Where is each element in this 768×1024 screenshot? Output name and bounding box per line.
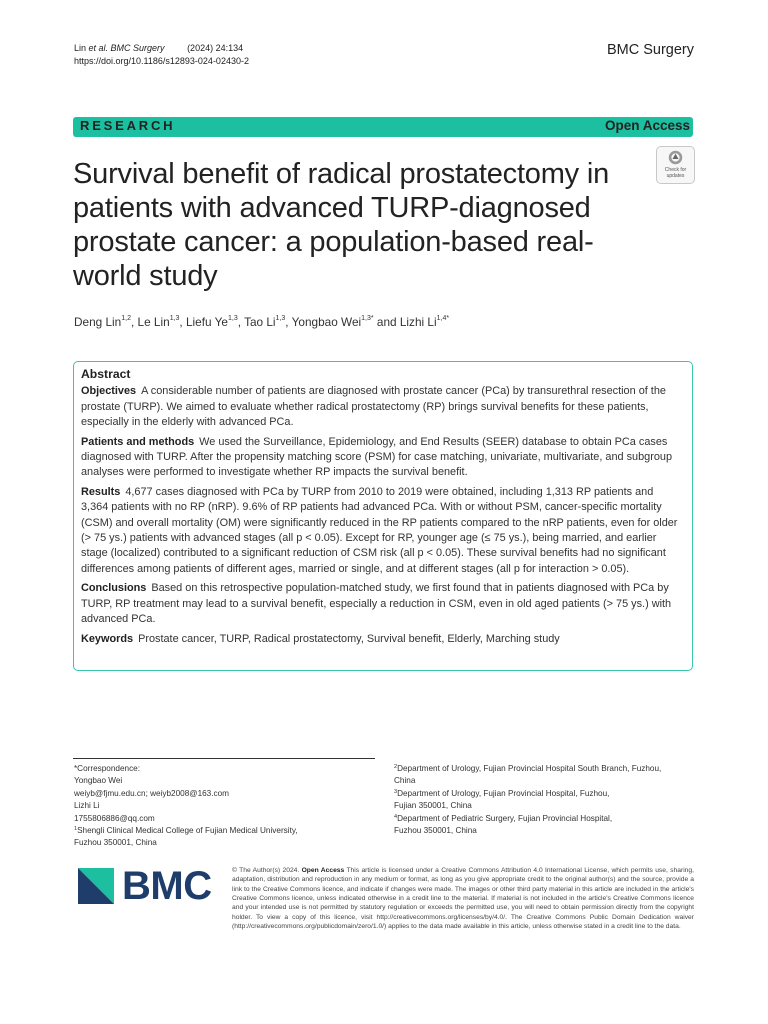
author-separator: ,: [285, 315, 292, 329]
citation-header: [74, 42, 249, 68]
footnote-text: Fuzhou 350001, China: [394, 826, 477, 836]
footnote-line: [394, 812, 694, 824]
author-name[interactable]: Yongbao Wei: [291, 315, 362, 329]
abstract-section: [81, 485, 681, 577]
footnote-line: [74, 762, 374, 774]
footnote-line: [394, 799, 694, 811]
abstract-content: [81, 367, 681, 651]
footnote-text: Yongbao Wei: [74, 776, 123, 786]
footnote-text: China: [394, 776, 416, 786]
open-access-label: Open Access: [604, 118, 690, 133]
footnote-text: Department of Urology, Fujian Provincial Hospital, Fuzhou,: [397, 788, 610, 798]
author-affiliation-sup: 1,3: [227, 315, 238, 322]
abstract-section-text: 4,677 cases diagnosed with PCa by TURP from 2010 to 2019 were obtained, including 1,313 RP patients and 3,364 patients with no RP (nRP). 9.6% of RP patients had advanced PCa. With or without PSM, cancer-specific mortality (CSM) and overall mortality (OM) were significantly reduced in the RP patients compared to the nRP patients, even for older (> 75 ys.) patients with advanced stages (all p < 0.05). Except for RP, younger age (≤ 75 ys.), being married, and earlier stage (localized) contributed to a significant reduction of CSM risk (all p < 0.05). These survival benefits had no significant differences among patients of different ages, married or single, and at different stages (all p for interaction > 0.05).: [81, 485, 678, 575]
author-name[interactable]: Le Lin: [137, 315, 170, 329]
author-affiliation-sup: 1,3*: [361, 315, 374, 322]
footnote-text: Fuzhou 350001, China: [74, 838, 157, 848]
check-for-updates-icon: [668, 150, 683, 165]
footnote-line: [74, 799, 374, 811]
abstract-section-text: We used the Surveillance, Epidemiology, and End Results (SEER) database to obtain PCa cases diagnosed with TURP. After the propensity matching score (PSM) for case matching, univariate, multivariate, and subgroup analyses were performed to investigate whether RP impacts the survival benefit.: [81, 435, 673, 479]
license-statement: [232, 866, 694, 931]
footnote-divider: [73, 758, 375, 759]
citation-journal: et al. BMC Surgery: [88, 43, 165, 53]
check-for-updates-text: [657, 167, 694, 179]
abstract-section-text: Prostate cancer, TURP, Radical prostatectomy, Survival benefit, Elderly, Marching study: [138, 632, 560, 645]
abstract-section-text: A considerable number of patients are diagnosed with prostate cancer (PCa) by transurethral resection of the prostate (TURP). We aimed to evaluate whether radical prostatectomy (RP) brings survival benefits for these patients, especially in the elderly with advanced PCa.: [81, 385, 666, 429]
author-affiliation-sup: 1,3: [169, 315, 180, 322]
author-affiliation-sup: 1,2: [121, 315, 131, 322]
author-separator: ,: [130, 315, 138, 329]
abstract-section: [81, 435, 681, 481]
footnote-text: Department of Pediatric Surgery, Fujian Provincial Hospital,: [397, 813, 613, 823]
footnote-text: Lizhi Li: [74, 801, 100, 811]
abstract-section: [81, 384, 681, 430]
citation-line: [74, 42, 249, 55]
footnotes-right: [394, 762, 694, 836]
journal-name: BMC Surgery: [606, 42, 694, 58]
abstract-sections: [81, 384, 681, 647]
bmc-logo-text: BMC: [122, 864, 212, 908]
abstract-section-label: Objectives: [81, 385, 137, 398]
author-affiliation-sup: 1,3: [275, 315, 286, 322]
abstract-section-label: Keywords: [81, 632, 134, 645]
article-title: Survival benefit of radical prostatectomy in patients with advanced TURP-diagnosed prostate cancer: a population-based real-world study: [73, 158, 610, 292]
license-copyright: © The Author(s) 2024.: [232, 867, 302, 874]
footnote-line: [74, 836, 374, 848]
check-for-updates-line1: Check for: [664, 167, 687, 173]
abstract-section-label: Results: [81, 485, 121, 498]
footnote-line: [74, 824, 374, 836]
citation-authors: Lin: [74, 43, 89, 53]
footnote-sup: 1: [74, 826, 78, 833]
footnote-text: *Correspondence:: [74, 764, 140, 773]
author-separator: and: [373, 315, 400, 329]
abstract-section-label: Patients and methods: [81, 435, 195, 448]
abstract-section-text: Based on this retrospective population-matched study, we first found that in patients diagnosed with PCa by TURP, RP treatment may lead to a survival benefit, especially a reduction in CSM, even in old aged patients (> 75 ys.) with advanced PCa.: [81, 582, 672, 626]
footnote-sup: 2: [394, 764, 398, 770]
footnote-text: Department of Urology, Fujian Provincial Hospital South Branch, Fuzhou,: [397, 764, 662, 773]
author-name[interactable]: Lizhi Li: [399, 315, 437, 329]
footnote-line: [74, 812, 374, 824]
author-name[interactable]: Deng Lin: [74, 315, 122, 329]
abstract-heading: Abstract: [81, 367, 131, 381]
footnote-line: [394, 824, 694, 836]
footnote-line: [394, 787, 694, 799]
footnote-sup: 4: [394, 813, 398, 820]
footnote-line: [74, 774, 374, 786]
footnote-text: Shengli Clinical Medical College of Fujian Medical University,: [77, 826, 298, 836]
footnotes-left: [74, 762, 374, 849]
citation-year-volume: (2024) 24:134: [187, 43, 244, 53]
license-open-access: Open Access: [301, 867, 345, 874]
author-name[interactable]: Liefu Ye: [185, 315, 228, 329]
doi-link[interactable]: https://doi.org/10.1186/s12893-024-02430-2: [74, 56, 249, 66]
footnote-text: weiyb@fjmu.edu.cn; weiyb2008@163.com: [74, 788, 229, 798]
abstract-section: [81, 632, 681, 647]
footnote-line: [74, 787, 374, 799]
check-for-updates-badge[interactable]: [656, 146, 695, 184]
abstract-section: [81, 581, 681, 627]
footnote-text: 1755806886@qq.com: [74, 813, 155, 823]
author-affiliation-sup: 1,4*: [436, 315, 450, 322]
author-list: [74, 315, 449, 329]
license-text: This article is licensed under a Creative Commons Attribution 4.0 International License, which permits use, sharing, adaptation, distribution and reproduction in any medium or format, as long as you give appropriate credit to the original author(s) and the source, provide a link to the Creative Commons licence, and indicate if changes were made. The images or other third party material in this article are included in the article's Creative Commons licence, unless indicated otherwise in a credit line to the material. If material is not included in the article's Creative Commons licence and your intended use is not permitted by statutory regulation or exceeds the permitted use, you will need to obtain permission directly from the copyright holder. To view a copy of this licence, visit http://creativecommons.org/licenses/by/4.0/. The Creative Commons Public Domain Dedication waiver (http://creativecommons.org/publicdomain/zero/1.0/) applies to the data made available in this article, unless otherwise stated in a credit line to the data.: [232, 867, 694, 931]
author-separator: ,: [237, 315, 245, 329]
article-type-label: RESEARCH: [80, 118, 176, 133]
author-separator: ,: [179, 315, 186, 329]
footnote-text: Fujian 350001, China: [394, 801, 472, 811]
footnote-line: [394, 774, 694, 786]
abstract-section-label: Conclusions: [81, 582, 147, 595]
check-for-updates-line2: updates: [666, 173, 685, 179]
author-name[interactable]: Tao Li: [244, 315, 276, 329]
footnote-line: [394, 762, 694, 774]
footnote-sup: 3: [394, 788, 398, 795]
